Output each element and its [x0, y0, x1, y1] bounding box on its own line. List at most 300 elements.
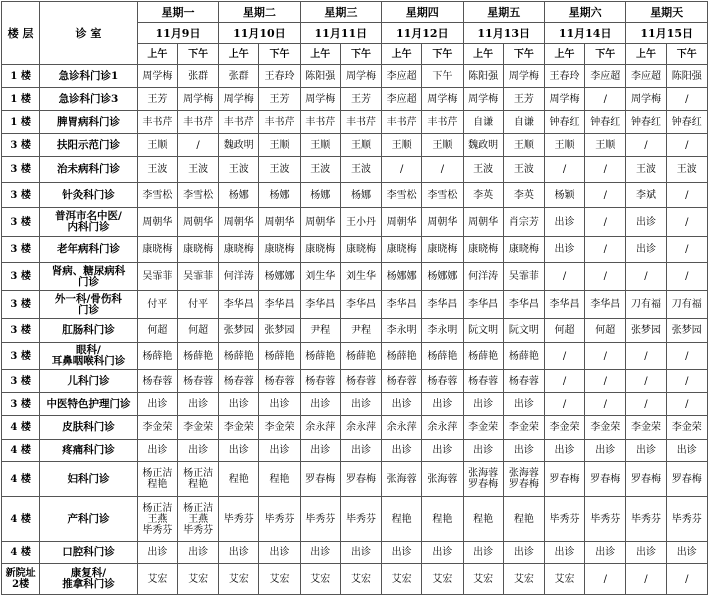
- doctor-name: 刀有福: [630, 299, 661, 310]
- schedule-cell: [382, 319, 422, 343]
- doctor-name: /: [603, 398, 607, 410]
- doctor-name: 杨春蓉: [508, 375, 539, 387]
- doctor-name: 李华昌: [305, 299, 336, 310]
- doctor-name: /: [603, 271, 607, 282]
- doctor-name: 王芳: [269, 93, 290, 105]
- department-cell: [40, 291, 138, 319]
- schedule-cell: [626, 291, 666, 319]
- doctor-name: 余永萍: [345, 422, 376, 433]
- schedule-cell: [666, 183, 707, 208]
- schedule-cell: [626, 564, 666, 595]
- schedule-cell: [177, 111, 218, 134]
- schedule-cell: [177, 370, 218, 393]
- doctor-name: 张海蓉: [386, 473, 417, 485]
- doctor-name: 王春玲: [549, 70, 580, 82]
- schedule-cell: [503, 462, 544, 497]
- doctor-name: 周朝华: [264, 216, 295, 228]
- schedule-cell: [340, 497, 381, 542]
- schedule-cell: [219, 237, 259, 263]
- doctor-name: 杨春蓉: [345, 375, 376, 387]
- schedule-cell: [382, 497, 422, 542]
- schedule-cell: [259, 497, 300, 542]
- doctor-name: 出诊: [513, 398, 534, 410]
- doctor-name: 出诊: [269, 398, 290, 410]
- schedule-cell: [626, 88, 666, 111]
- doctor-name: 丰书芹: [142, 116, 173, 128]
- doctor-name: 何超: [554, 325, 575, 336]
- schedule-cell: [503, 542, 544, 564]
- doctor-name: 李金荣: [508, 422, 539, 433]
- doctor-name: 周学梅: [549, 93, 580, 105]
- doctor-name: 出诊: [473, 547, 494, 558]
- schedule-cell: [137, 291, 177, 319]
- doctor-name: 李华昌: [468, 299, 499, 310]
- table-row: [2, 208, 708, 237]
- schedule-cell: [503, 183, 544, 208]
- schedule-cell: [463, 237, 503, 263]
- schedule-cell: [463, 291, 503, 319]
- doctor-name: 出诊: [635, 216, 656, 228]
- schedule-cell: [300, 134, 340, 157]
- schedule-cell: [422, 208, 463, 237]
- doctor-name: 程艳: [513, 513, 534, 525]
- afternoon-header: 下午: [585, 44, 626, 65]
- floor-cell: [2, 393, 40, 416]
- schedule-cell: [585, 237, 626, 263]
- morning-header: 上午: [300, 44, 340, 65]
- doctor-name: 李英: [513, 189, 534, 201]
- department-cell: [40, 111, 138, 134]
- schedule-cell: [340, 319, 381, 343]
- afternoon-header: 下午: [259, 44, 300, 65]
- schedule-cell: [626, 157, 666, 183]
- doctor-name: 何超: [188, 325, 209, 336]
- table-row: [2, 370, 708, 393]
- schedule-cell: [259, 393, 300, 416]
- department-name: 儿科门诊: [67, 374, 110, 387]
- doctor-name: 毕秀芬: [590, 513, 621, 525]
- doctor-name: 张海蓉: [508, 468, 539, 479]
- schedule-cell: [544, 263, 584, 291]
- department-cell: [40, 497, 138, 542]
- floor-cell: [2, 157, 40, 183]
- schedule-cell: [463, 497, 503, 542]
- schedule-cell: [585, 564, 626, 595]
- schedule-cell: [177, 462, 218, 497]
- floor-label: 新院址 2楼: [5, 568, 36, 590]
- doctor-name: 李应超: [590, 70, 621, 82]
- doctor-name: 出诊: [147, 398, 168, 410]
- schedule-cell: [585, 88, 626, 111]
- doctor-name: 王波: [269, 164, 290, 175]
- schedule-cell: [544, 564, 584, 595]
- schedule-cell: [626, 319, 666, 343]
- floor-cell: [2, 111, 40, 134]
- doctor-name: /: [644, 398, 648, 410]
- schedule-cell: [137, 65, 177, 88]
- schedule-cell: [219, 393, 259, 416]
- floor-label: 3 楼: [10, 350, 31, 362]
- doctor-name: 罗春梅: [305, 473, 336, 485]
- schedule-cell: [463, 462, 503, 497]
- table-row: [2, 237, 708, 263]
- schedule-cell: [626, 542, 666, 564]
- schedule-cell: [177, 497, 218, 542]
- doctor-name: 程艳: [147, 479, 168, 490]
- doctor-name: 罗春梅: [345, 473, 376, 485]
- doctor-name: 杨娜: [350, 189, 371, 201]
- schedule-cell: [259, 88, 300, 111]
- doctor-name: /: [603, 350, 607, 362]
- schedule-cell: [503, 393, 544, 416]
- doctor-name: /: [399, 164, 404, 175]
- doctor-name: 余永萍: [427, 422, 458, 433]
- schedule-cell: [666, 440, 707, 462]
- schedule-cell: [177, 183, 218, 208]
- doctor-name: 陈阳强: [468, 70, 499, 82]
- doctor-name: 李雪松: [386, 189, 417, 201]
- doctor-name: 李华昌: [549, 299, 580, 310]
- schedule-cell: [666, 542, 707, 564]
- schedule-cell: [137, 263, 177, 291]
- doctor-name: 王芳: [350, 93, 371, 105]
- schedule-cell: [666, 208, 707, 237]
- doctor-name: 尹程: [310, 325, 331, 336]
- schedule-cell: [382, 440, 422, 462]
- doctor-name: 出诊: [188, 398, 209, 410]
- doctor-name: 陈阳强: [671, 70, 702, 82]
- doctor-name: /: [562, 375, 567, 387]
- doctor-name: 出诊: [676, 547, 697, 558]
- doctor-name: 毕秀芬: [671, 513, 702, 525]
- table-row: [2, 88, 708, 111]
- doctor-name: 周朝华: [223, 216, 254, 228]
- department-cell: [40, 157, 138, 183]
- floor-cell: [2, 65, 40, 88]
- doctor-name: /: [562, 350, 567, 362]
- doctor-name: /: [603, 93, 607, 105]
- doctor-name: 出诊: [147, 547, 168, 558]
- doctor-name: 杨娜娜: [386, 271, 417, 282]
- department-cell: [40, 208, 138, 237]
- doctor-name: 阮文明: [468, 325, 499, 336]
- doctor-name: 周学梅: [630, 93, 661, 105]
- doctor-name: 杨春蓉: [305, 375, 336, 387]
- department-name: 眼科/: [76, 344, 101, 356]
- doctor-name: 杨薛艳: [223, 350, 254, 362]
- doctor-name: 出诊: [391, 547, 412, 558]
- schedule-cell: [219, 343, 259, 370]
- schedule-cell: [544, 157, 584, 183]
- schedule-cell: [463, 208, 503, 237]
- schedule-cell: [137, 134, 177, 157]
- doctor-name: 李应超: [630, 70, 661, 82]
- department-name: 康复科/: [70, 567, 107, 579]
- doctor-name: 李华昌: [223, 299, 254, 310]
- doctor-name: 艾宏: [391, 573, 412, 585]
- doctor-name: 王波: [473, 164, 494, 175]
- schedule-header: [2, 2, 708, 65]
- doctor-name: 杨春蓉: [427, 375, 458, 387]
- department-cell: [40, 88, 138, 111]
- schedule-cell: [585, 497, 626, 542]
- doctor-name: 周学梅: [345, 70, 376, 82]
- schedule-cell: [422, 319, 463, 343]
- floor-label: 3 楼: [10, 189, 31, 201]
- doctor-name: /: [685, 573, 689, 585]
- schedule-cell: [544, 393, 584, 416]
- doctor-name: 李金荣: [223, 422, 254, 433]
- schedule-cell: [340, 291, 381, 319]
- schedule-cell: [340, 157, 381, 183]
- doctor-name: 出诊: [595, 445, 616, 456]
- schedule-cell: [300, 319, 340, 343]
- schedule-cell: [259, 370, 300, 393]
- table-row: [2, 462, 708, 497]
- clinic-schedule-table: [1, 1, 708, 595]
- schedule-cell: [382, 134, 422, 157]
- doctor-name: 李金荣: [468, 422, 499, 433]
- doctor-name: 张梦园: [671, 325, 702, 336]
- schedule-cell: [177, 157, 218, 183]
- floor-header: 楼 层: [2, 2, 40, 65]
- schedule-cell: [585, 208, 626, 237]
- schedule-cell: [585, 343, 626, 370]
- doctor-name: 罗春梅: [468, 479, 499, 490]
- schedule-cell: [177, 263, 218, 291]
- doctor-name: 艾宏: [513, 573, 534, 585]
- doctor-name: 李华昌: [590, 299, 621, 310]
- doctor-name: 钟春红: [671, 116, 702, 128]
- schedule-cell: [503, 65, 544, 88]
- department-cell: [40, 462, 138, 497]
- department-name: 针灸科门诊: [62, 188, 115, 201]
- schedule-cell: [503, 263, 544, 291]
- schedule-cell: [300, 393, 340, 416]
- schedule-cell: [219, 564, 259, 595]
- doctor-name: /: [562, 271, 567, 282]
- doctor-name: 康晓梅: [345, 244, 376, 255]
- schedule-cell: [463, 157, 503, 183]
- schedule-cell: [626, 440, 666, 462]
- doctor-name: 周朝华: [468, 216, 499, 228]
- schedule-cell: [300, 542, 340, 564]
- schedule-cell: [503, 291, 544, 319]
- schedule-cell: [259, 65, 300, 88]
- schedule-cell: [544, 111, 584, 134]
- schedule-cell: [259, 237, 300, 263]
- schedule-cell: [422, 157, 463, 183]
- schedule-cell: [666, 343, 707, 370]
- schedule-cell: [585, 263, 626, 291]
- schedule-cell: [300, 208, 340, 237]
- schedule-cell: [503, 208, 544, 237]
- doctor-name: 周朝华: [305, 216, 336, 228]
- table-row: [2, 416, 708, 440]
- schedule-cell: [585, 393, 626, 416]
- doctor-name: 王顺: [269, 139, 290, 151]
- doctor-name: 杨春蓉: [223, 375, 254, 387]
- floor-cell: [2, 319, 40, 343]
- schedule-cell: [422, 111, 463, 134]
- schedule-cell: [382, 65, 422, 88]
- department-name: 中医特色护理门诊: [46, 397, 131, 410]
- doctor-name: 康晓梅: [142, 244, 173, 255]
- doctor-name: 王波: [350, 164, 371, 175]
- floor-cell: [2, 291, 40, 319]
- schedule-cell: [300, 370, 340, 393]
- schedule-cell: [544, 183, 584, 208]
- doctor-name: 自谦: [473, 116, 494, 128]
- schedule-cell: [177, 291, 218, 319]
- doctor-name: 杨薛艳: [142, 350, 173, 362]
- doctor-name: 周朝华: [427, 216, 458, 228]
- schedule-cell: [544, 416, 584, 440]
- schedule-cell: [422, 183, 463, 208]
- schedule-cell: [626, 370, 666, 393]
- schedule-cell: [382, 237, 422, 263]
- schedule-cell: [300, 564, 340, 595]
- doctor-name: 出诊: [269, 445, 290, 456]
- doctor-name: 出诊: [350, 398, 371, 410]
- doctor-name: /: [603, 375, 607, 387]
- doctor-name: 自谦: [513, 116, 534, 128]
- doctor-name: 杨娜: [269, 189, 290, 201]
- schedule-cell: [503, 370, 544, 393]
- floor-cell: [2, 497, 40, 542]
- doctor-name: 程艳: [228, 473, 249, 485]
- floor-cell: [2, 462, 40, 497]
- weekday-header: 星期二: [219, 2, 300, 23]
- doctor-name: 杨正洁: [183, 468, 214, 479]
- schedule-cell: [382, 291, 422, 319]
- floor-cell: [2, 370, 40, 393]
- doctor-name: 出诊: [310, 547, 331, 558]
- afternoon-header: 下午: [177, 44, 218, 65]
- doctor-name: 吴霏菲: [183, 271, 214, 282]
- doctor-name: 周朝华: [386, 216, 417, 228]
- floor-label: 3 楼: [10, 375, 31, 387]
- floor-cell: [2, 343, 40, 370]
- doctor-name: 出诊: [228, 398, 249, 410]
- schedule-cell: [666, 564, 707, 595]
- doctor-name: 康晓梅: [264, 244, 295, 255]
- schedule-cell: [666, 370, 707, 393]
- doctor-name: 康晓梅: [468, 244, 499, 255]
- doctor-name: 下午: [432, 70, 453, 82]
- floor-label: 3 楼: [10, 398, 31, 410]
- doctor-name: 钟春红: [549, 116, 580, 128]
- doctor-name: 罗春梅: [630, 473, 661, 485]
- doctor-name: 丰书芹: [427, 116, 458, 128]
- schedule-cell: [382, 183, 422, 208]
- schedule-cell: [300, 237, 340, 263]
- schedule-cell: [544, 319, 584, 343]
- schedule-cell: [666, 319, 707, 343]
- schedule-cell: [544, 542, 584, 564]
- floor-cell: [2, 542, 40, 564]
- schedule-cell: [177, 319, 218, 343]
- doctor-name: 杨春蓉: [183, 375, 214, 387]
- schedule-cell: [626, 393, 666, 416]
- doctor-name: 杨春蓉: [468, 375, 499, 387]
- department-name: 肾病、糖尿病科: [51, 264, 126, 277]
- doctor-name: 艾宏: [350, 573, 371, 585]
- schedule-cell: [340, 237, 381, 263]
- schedule-cell: [666, 393, 707, 416]
- table-row: [2, 134, 708, 157]
- doctor-name: 周朝华: [142, 216, 173, 228]
- schedule-cell: [463, 564, 503, 595]
- doctor-name: /: [685, 398, 689, 410]
- doctor-name: /: [685, 244, 689, 255]
- doctor-name: 丰书芹: [386, 116, 417, 128]
- doctor-name: 出诊: [391, 398, 412, 410]
- department-cell: [40, 183, 138, 208]
- doctor-name: 李金荣: [142, 422, 173, 433]
- table-row: [2, 183, 708, 208]
- department-name: 普洱市名中医/: [55, 210, 122, 222]
- schedule-cell: [585, 291, 626, 319]
- doctor-name: 毕秀芬: [549, 513, 580, 525]
- doctor-name: 张海蓉: [468, 468, 499, 479]
- doctor-name: 何洋涛: [468, 271, 499, 282]
- schedule-cell: [177, 440, 218, 462]
- schedule-cell: [626, 416, 666, 440]
- schedule-cell: [544, 370, 584, 393]
- schedule-cell: [626, 111, 666, 134]
- date-header: 11月14日: [544, 23, 625, 44]
- doctor-name: /: [685, 216, 689, 228]
- doctor-name: /: [440, 164, 445, 175]
- schedule-cell: [177, 393, 218, 416]
- schedule-cell: [382, 208, 422, 237]
- doctor-name: 杨娜娜: [427, 271, 458, 282]
- schedule-cell: [463, 440, 503, 462]
- department-cell: [40, 542, 138, 564]
- doctor-name: 钟春红: [590, 116, 621, 128]
- schedule-cell: [219, 88, 259, 111]
- doctor-name: 杨薛艳: [468, 350, 499, 362]
- doctor-name: 杨薛艳: [183, 350, 214, 362]
- schedule-cell: [422, 497, 463, 542]
- morning-header: 上午: [137, 44, 177, 65]
- department-name: 皮肤科门诊: [62, 421, 115, 433]
- table-row: [2, 564, 708, 595]
- schedule-cell: [177, 416, 218, 440]
- doctor-name: 王波: [635, 164, 656, 175]
- doctor-name: 罗春梅: [671, 473, 702, 485]
- schedule-cell: [300, 462, 340, 497]
- schedule-cell: [544, 88, 584, 111]
- doctor-name: 周学梅: [305, 93, 336, 105]
- doctor-name: 罗春梅: [508, 479, 539, 490]
- doctor-name: 罗春梅: [549, 473, 580, 485]
- schedule-cell: [137, 319, 177, 343]
- schedule-cell: [340, 343, 381, 370]
- department-name: 妇科门诊: [67, 472, 110, 485]
- schedule-cell: [503, 157, 544, 183]
- schedule-cell: [219, 319, 259, 343]
- table-row: [2, 440, 708, 462]
- doctor-name: 刘生华: [305, 271, 336, 282]
- schedule-cell: [340, 183, 381, 208]
- doctor-name: 阮文明: [508, 325, 539, 336]
- doctor-name: 杨春蓉: [142, 375, 173, 387]
- doctor-name: 周学梅: [223, 93, 254, 105]
- doctor-name: 程艳: [473, 513, 494, 525]
- schedule-cell: [219, 291, 259, 319]
